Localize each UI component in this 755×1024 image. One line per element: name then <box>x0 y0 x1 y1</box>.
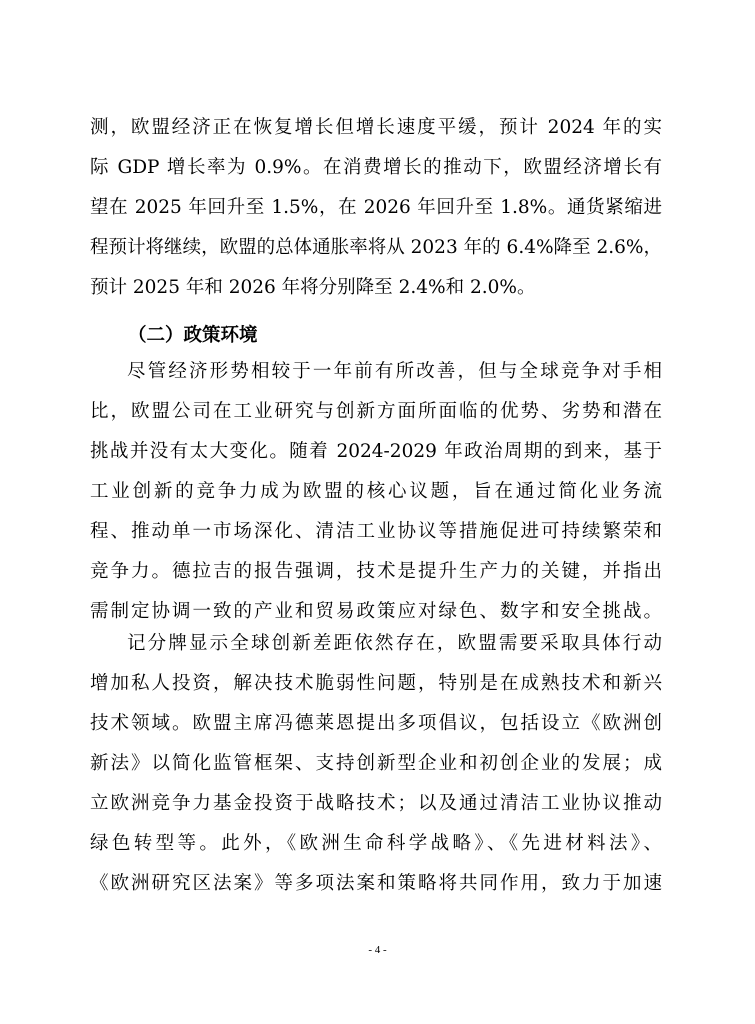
section-heading-block <box>128 316 428 356</box>
paragraph-line: 增加私人投资，解决技术脆弱性问题，特别是在成熟技术和新兴 <box>90 673 662 694</box>
paragraph-line: 比，欧盟公司在工业研究与创新方面所面临的优势、劣势和潜在 <box>90 401 662 422</box>
paragraph-3 <box>90 624 662 904</box>
paragraph-1 <box>90 108 662 308</box>
paragraph-line: 测，欧盟经济正在恢复增长但增长速度平缓，预计 2024 年的实 <box>90 117 662 138</box>
page-number: - 4 - <box>368 944 387 956</box>
paragraph-line: 挑战并没有太大变化。随着 2024-2029 年政治周期的到来，基于 <box>90 441 662 462</box>
paragraph-line: 程、推动单一市场深化、清洁工业协议等措施促进可持续繁荣和 <box>90 521 662 542</box>
paragraph-line: 程预计将继续，欧盟的总体通胀率将从 2023 年的 6.4%降至 2.6%， <box>90 237 662 258</box>
paragraph-line: 绿色转型等。此外，《欧洲生命科学战略》、《先进材料法》、 <box>90 833 662 854</box>
section-heading: （二）政策环境 <box>128 325 258 346</box>
paragraph-line: 预计 2025 年和 2026 年将分别降至 2.4%和 2.0%。 <box>90 277 536 298</box>
paragraph-line: 工业创新的竞争力成为欧盟的核心议题，旨在通过简化业务流 <box>90 481 662 502</box>
paragraph-line: 立欧洲竞争力基金投资于战略技术；以及通过清洁工业协议推动 <box>90 793 662 814</box>
paragraph-line: 需制定协调一致的产业和贸易政策应对绿色、数字和安全挑战。 <box>90 601 662 622</box>
paragraph-line: 尽管经济形势相较于一年前有所改善，但与全球竞争对手相 <box>127 361 662 382</box>
paragraph-line: 新法》以简化监管框架、支持创新型企业和初创企业的发展；成 <box>90 753 662 774</box>
paragraph-line: 《欧洲研究区法案》等多项法案和策略将共同作用，致力于加速 <box>90 873 662 894</box>
paragraph-line: 技术领域。欧盟主席冯德莱恩提出多项倡议，包括设立《欧洲创 <box>90 713 662 734</box>
paragraph-line: 竞争力。德拉吉的报告强调，技术是提升生产力的关键，并指出 <box>90 561 662 582</box>
paragraph-line: 望在 2025 年回升至 1.5%，在 2026 年回升至 1.8%。通货紧缩进 <box>90 197 662 218</box>
paragraph-line: 记分牌显示全球创新差距依然存在，欧盟需要采取具体行动 <box>127 633 662 654</box>
paragraph-2 <box>90 352 662 632</box>
paragraph-line: 际 GDP 增长率为 0.9%。在消费增长的推动下，欧盟经济增长有 <box>90 157 662 178</box>
